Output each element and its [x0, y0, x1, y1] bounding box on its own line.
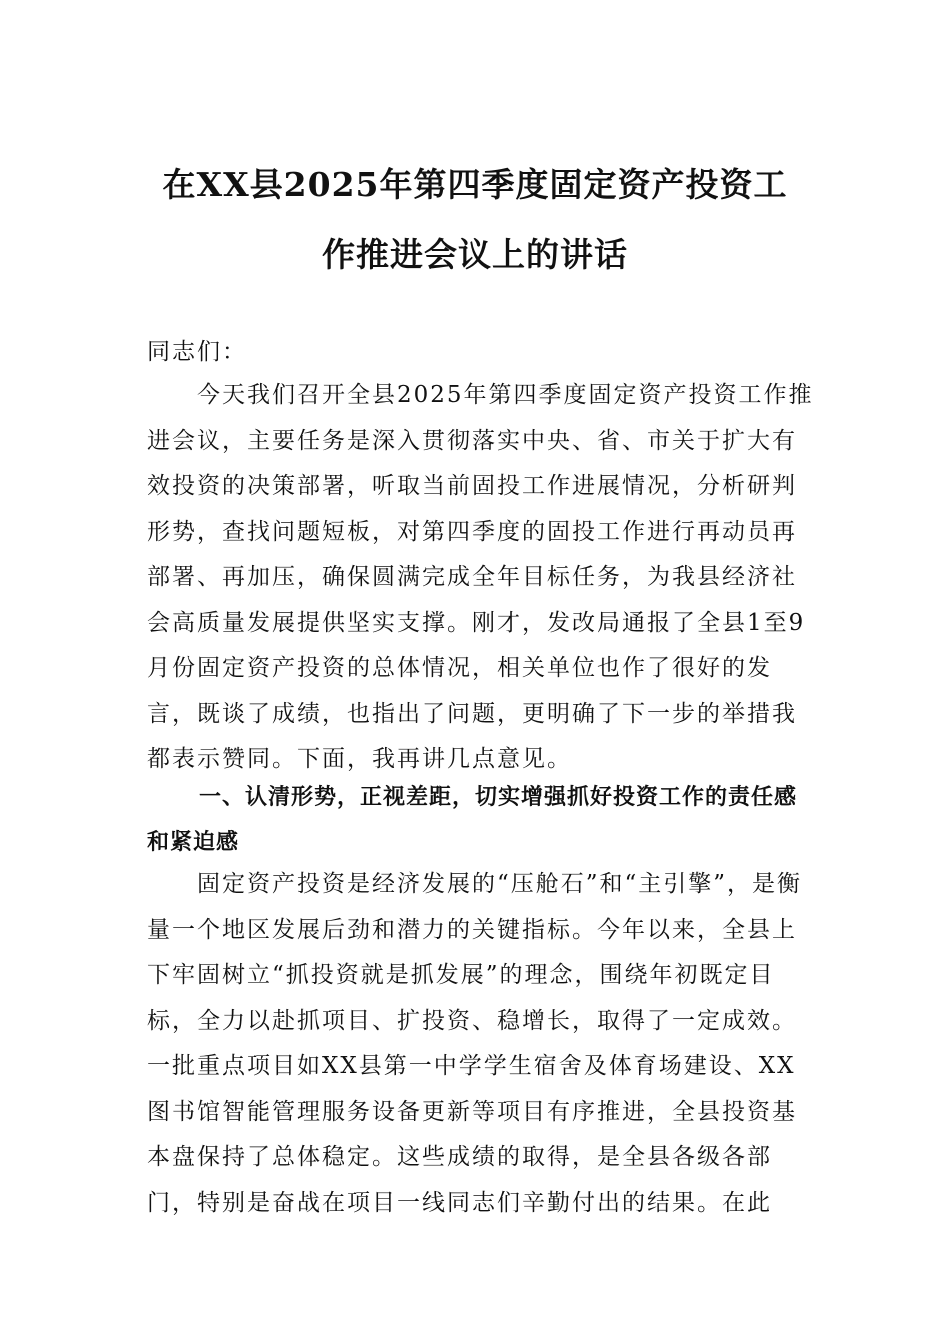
document-title-line2: 作推进会议上的讲话 — [322, 235, 628, 274]
paragraph-section-1: 固定资产投资是经济发展的“压舱石”和“主引擎”，是衡量一个地区发展后劲和潜力的关键指标。今年以来，全县上下牢固树立“抓投资就是抓发展”的理念，围绕年初既定目标，全力以赴抓项目、扩投资、稳增长，取得了一定成效。一批重点项目如XX县第一中学学生宿舍及体育场建设、XX图书馆智能管理服务设备更新等项目有序推进，全县投资基本盘保持了总体稳定。这些成绩的取得，是全县各级各部门，特别是奋战在项目一线同志们辛勤付出的结果。在此 — [147, 871, 803, 1216]
document-title-line1: 在XX县2025年第四季度固定资产投资工 — [162, 165, 788, 204]
section-heading-1: 一、认清形势，正视差距，切实增强抓好投资工作的责任感和紧迫感 — [147, 785, 798, 855]
greeting: 同志们： — [147, 339, 247, 365]
paragraph-intro: 今天我们召开全县2025年第四季度固定资产投资工作推进会议，主要任务是深入贯彻落实中央、省、市关于扩大有效投资的决策部署，听取当前固投工作进展情况，分析研判形势，查找问题短板，对第四季度的固投工作进行再动员再部署、再加压，确保圆满完成全年目标任务，为我县经济社会高质量发展提供坚实支撑。刚才，发改局通报了全县1至9月份固定资产投资的总体情况，相关单位也作了很好的发言，既谈了成绩，也指出了问题，更明确了下一步的举措我都表示赞同。下面，我再讲几点意见。 — [147, 382, 814, 772]
